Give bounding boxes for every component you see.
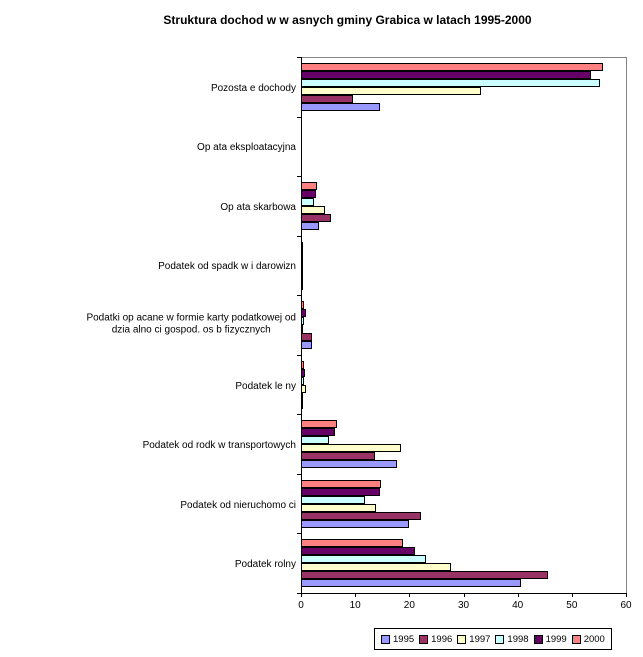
bar-2000-cat6 <box>301 420 337 428</box>
category-label: Pozosta e dochody <box>210 82 296 94</box>
bar-1997-cat7 <box>301 504 376 512</box>
x-axis-tick-label: 40 <box>512 600 524 611</box>
category-label-wrap <box>0 435 296 453</box>
legend-item-1999 <box>534 634 567 645</box>
category-label-wrap <box>0 376 296 394</box>
bar-1999-cat6 <box>301 428 335 436</box>
category-label: Podatki op acane w formie karty podatkowej od dzia alno ci gospod. os b fizycznych <box>86 312 296 336</box>
bar-1997-cat4 <box>301 325 303 333</box>
bar-2000-cat3 <box>301 242 303 250</box>
legend-item-1996 <box>419 634 452 645</box>
legend-swatch-icon <box>534 635 543 644</box>
x-axis-tick-label: 10 <box>349 600 361 611</box>
bar-2000-cat5 <box>301 361 304 369</box>
category-label: Podatek od rodk w transportowych <box>142 440 296 452</box>
bar-1996-cat8 <box>301 571 548 579</box>
bar-1999-cat5 <box>301 369 305 377</box>
chart-title: Struktura dochod w w asnych gminy Grabica w latach 1995-2000 <box>163 13 532 27</box>
bar-2000-cat2 <box>301 182 317 190</box>
bar-1998-cat5 <box>301 377 304 385</box>
x-axis-tick <box>518 593 519 597</box>
bar-1998-cat2 <box>301 198 314 206</box>
bar-1996-cat3 <box>301 274 303 282</box>
legend-swatch-icon <box>457 635 466 644</box>
bar-1995-cat3 <box>301 282 303 290</box>
y-axis-tick <box>297 355 302 356</box>
legend-swatch-icon <box>419 635 428 644</box>
bar-1998-cat3 <box>301 258 303 266</box>
legend-swatch-icon <box>381 635 390 644</box>
category-label: Op ata eksploatacyjna <box>197 142 296 154</box>
bar-1998-cat6 <box>301 436 329 444</box>
category-label-wrap <box>0 554 296 572</box>
bar-1999-cat3 <box>301 250 303 258</box>
y-axis-tick <box>297 295 302 296</box>
category-label-wrap <box>0 313 296 338</box>
bar-1997-cat2 <box>301 206 325 214</box>
legend-label: 1997 <box>469 633 491 645</box>
category-label: Podatek le ny <box>235 380 296 392</box>
x-axis-tick <box>301 593 302 597</box>
category-label-wrap <box>0 78 296 96</box>
bar-1995-cat6 <box>301 460 397 468</box>
bar-1995-cat7 <box>301 520 409 528</box>
category-label-wrap <box>0 197 296 215</box>
legend-item-1997 <box>457 634 490 645</box>
y-axis-tick <box>297 236 302 237</box>
legend-item-1998 <box>495 634 528 645</box>
legend-swatch-icon <box>495 635 504 644</box>
bar-2000-cat7 <box>301 480 381 488</box>
legend <box>374 628 612 650</box>
bar-1999-cat7 <box>301 488 380 496</box>
bar-1997-cat0 <box>301 87 481 95</box>
legend-label: 1998 <box>507 633 529 645</box>
y-axis-tick <box>297 414 302 415</box>
bar-1995-cat0 <box>301 103 380 111</box>
category-label: Op ata skarbowa <box>220 201 296 213</box>
x-axis-tick-label: 30 <box>457 600 470 611</box>
bar-1999-cat0 <box>301 71 591 79</box>
bar-1997-cat8 <box>301 563 451 571</box>
x-axis-tick-label: 50 <box>566 600 578 611</box>
legend-item-1995 <box>381 634 414 645</box>
bar-1995-cat4 <box>301 341 312 349</box>
y-axis-tick <box>297 57 302 58</box>
category-label: Podatek od nieruchomo ci <box>180 499 296 511</box>
bar-1998-cat8 <box>301 555 426 563</box>
x-axis-tick <box>355 593 356 597</box>
bar-1996-cat5 <box>301 393 303 401</box>
legend-label: 1995 <box>393 633 415 645</box>
bar-1995-cat2 <box>301 222 319 230</box>
category-label-wrap <box>0 256 296 274</box>
bar-1995-cat5 <box>301 401 303 409</box>
category-label: Podatek rolny <box>234 559 296 571</box>
bar-1998-cat0 <box>301 79 600 87</box>
bar-1995-cat8 <box>301 579 521 587</box>
bar-2000-cat4 <box>301 301 304 309</box>
legend-label: 1999 <box>545 633 567 645</box>
bar-1999-cat2 <box>301 190 316 198</box>
category-label: Podatek od spadk w i darowizn <box>158 261 296 273</box>
x-axis-tick-label: 20 <box>403 600 415 611</box>
category-label-wrap <box>0 495 296 513</box>
y-axis-tick <box>297 474 302 475</box>
legend-swatch-icon <box>572 635 581 644</box>
x-axis-tick-label: 0 <box>298 600 304 611</box>
bar-1998-cat4 <box>301 317 304 325</box>
legend-label: 2000 <box>583 633 605 645</box>
x-axis-tick <box>409 593 410 597</box>
bar-1999-cat4 <box>301 309 306 317</box>
bar-1997-cat5 <box>301 385 306 393</box>
bar-1996-cat6 <box>301 452 375 460</box>
y-axis-tick <box>297 117 302 118</box>
bar-1998-cat7 <box>301 496 365 504</box>
bar-2000-cat0 <box>301 63 603 71</box>
category-label-wrap <box>0 137 296 155</box>
x-axis-tick <box>572 593 573 597</box>
bar-1996-cat7 <box>301 512 421 520</box>
bar-1997-cat3 <box>301 266 303 274</box>
bar-1996-cat0 <box>301 95 353 103</box>
bar-2000-cat8 <box>301 539 403 547</box>
bar-1999-cat8 <box>301 547 415 555</box>
legend-label: 1996 <box>431 633 453 645</box>
bar-1996-cat4 <box>301 333 312 341</box>
y-axis-tick <box>297 533 302 534</box>
bar-1996-cat2 <box>301 214 331 222</box>
x-axis-tick-label: 60 <box>620 600 632 611</box>
x-axis-tick <box>626 593 627 597</box>
legend-item-2000 <box>572 634 605 645</box>
x-axis-tick <box>464 593 465 597</box>
bar-1997-cat6 <box>301 444 401 452</box>
y-axis-tick <box>297 176 302 177</box>
